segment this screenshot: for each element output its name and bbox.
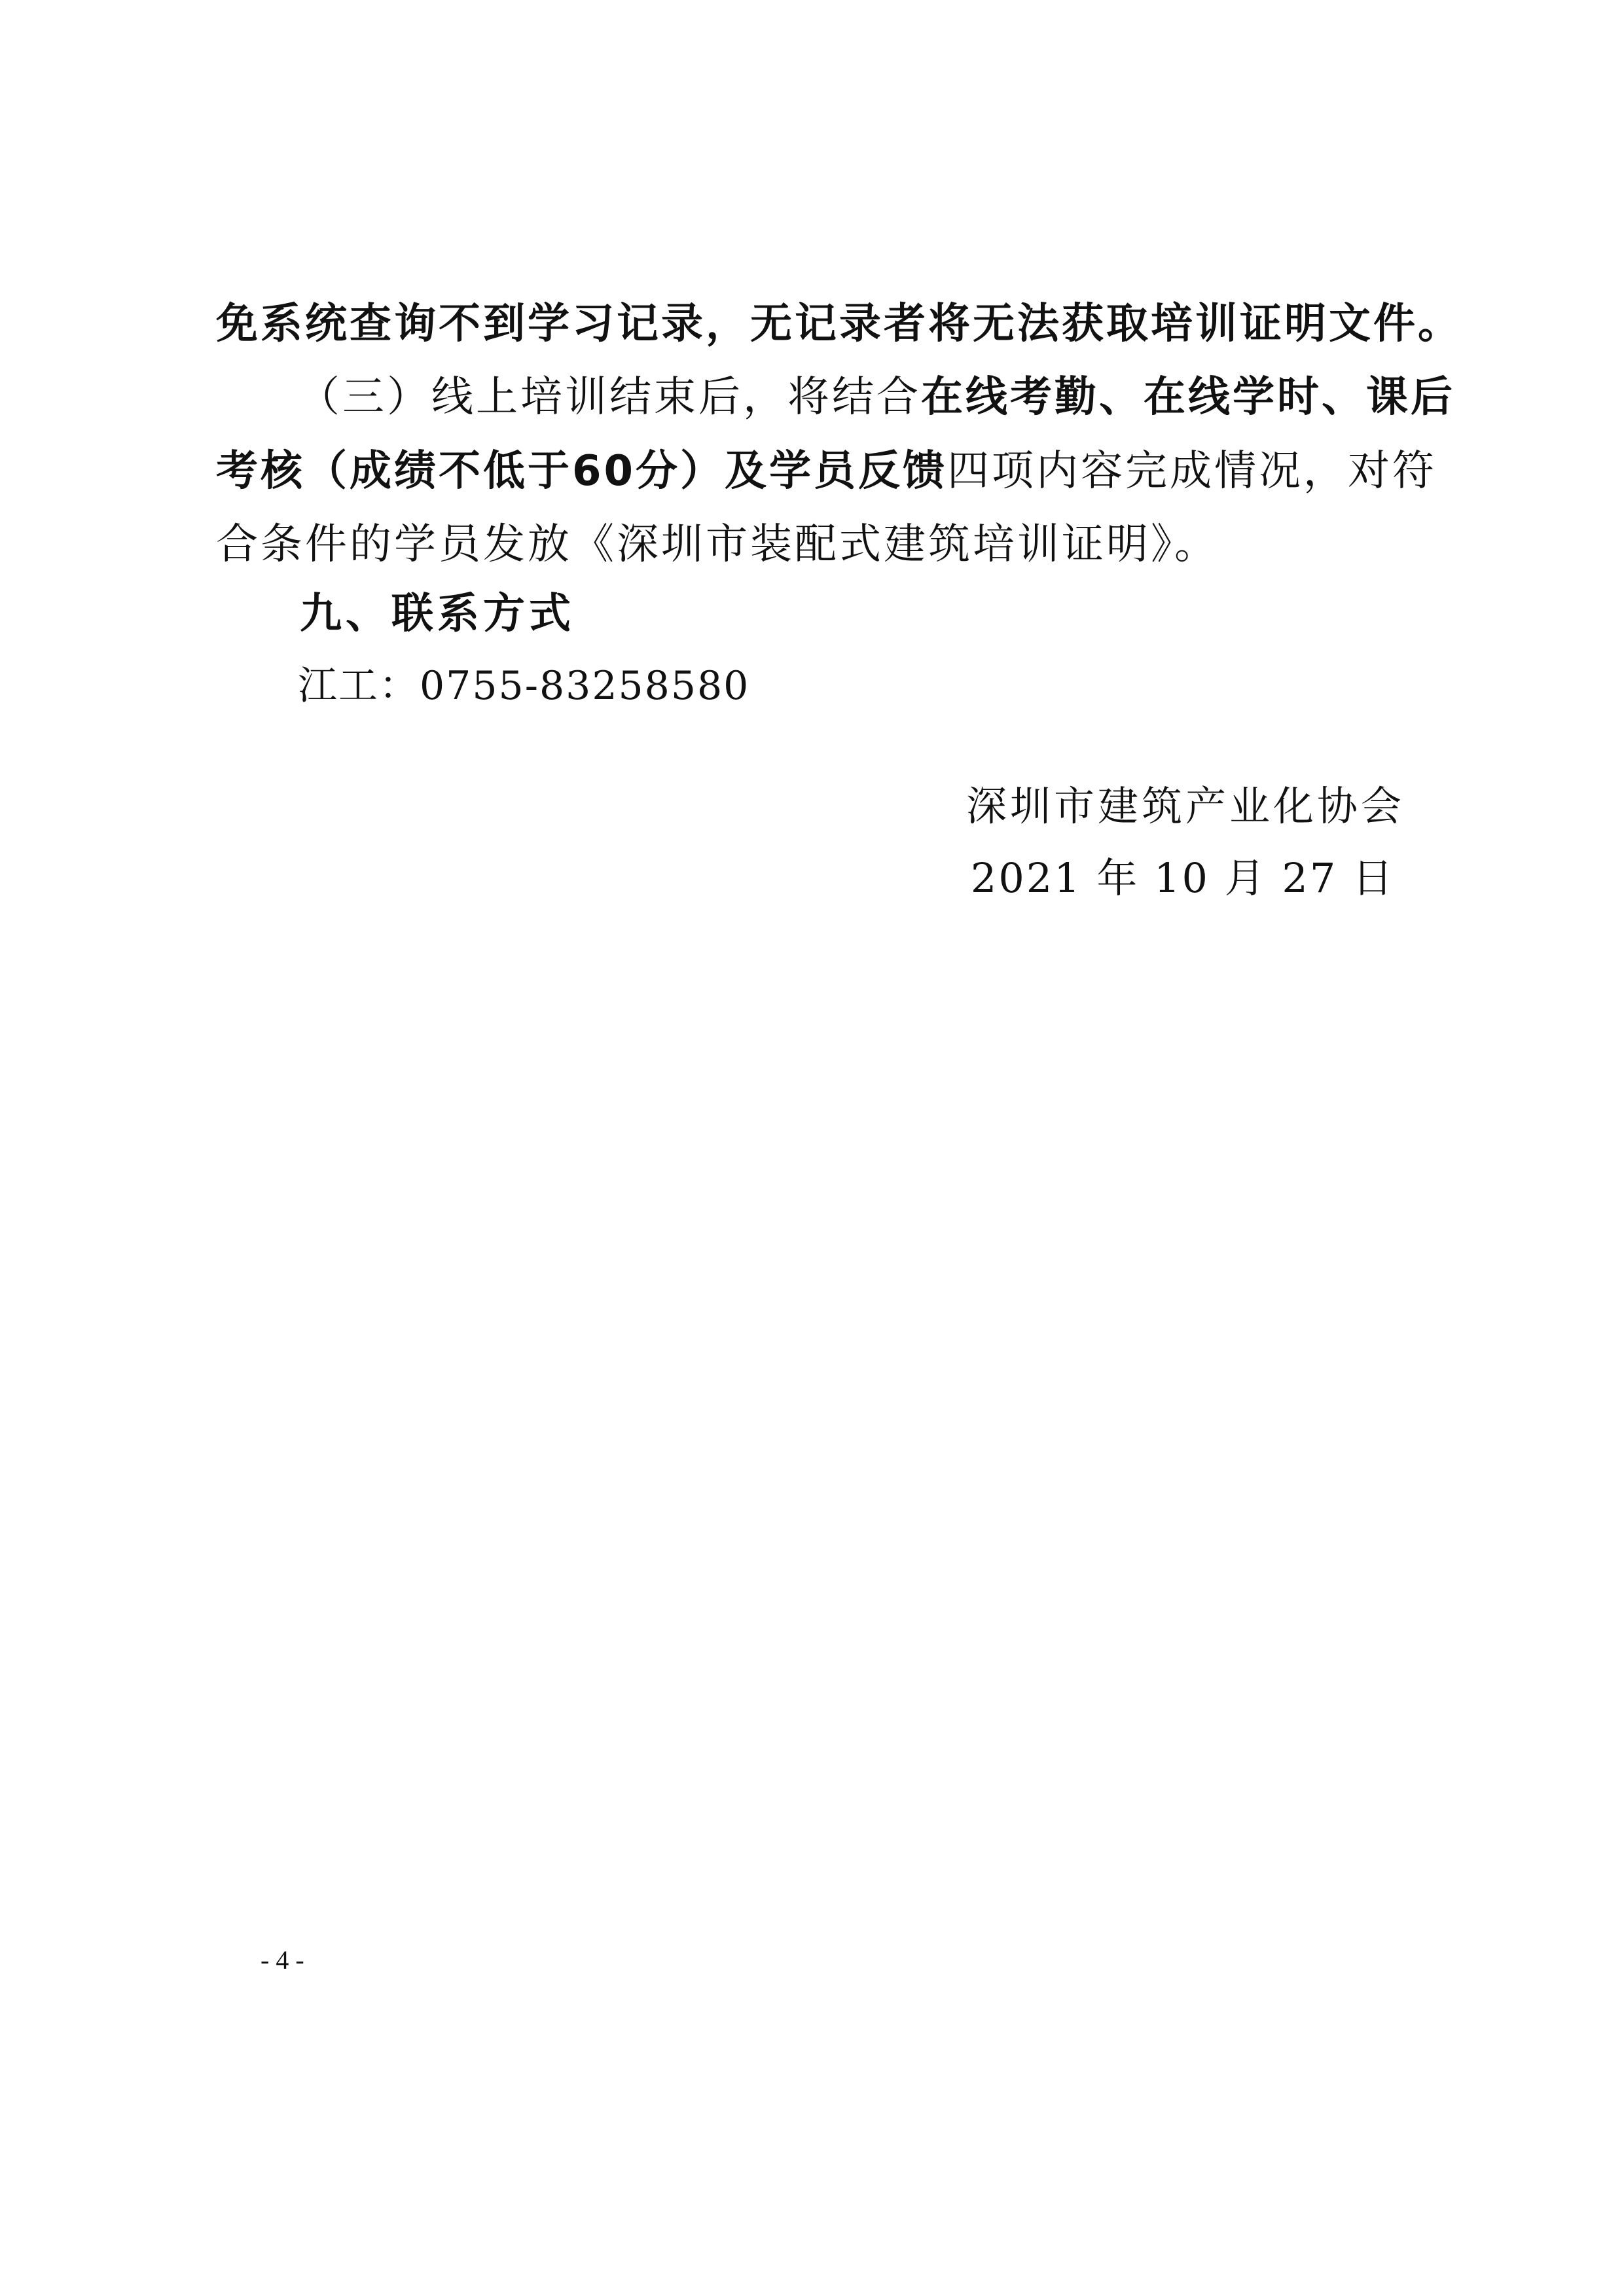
paragraph-line-2 <box>298 371 1455 423</box>
paragraph-line-3 <box>216 445 1437 497</box>
bold-text-learning-record: 免系统查询不到学习记录，无记录者将无法获取培训证明文件。 <box>216 300 1462 348</box>
bold-text-assessment-feedback: 考核（成绩不低于60分）及学员反馈 <box>216 447 948 495</box>
section-heading-contact: 九、联系方式 <box>300 590 575 638</box>
contact-phone: 江工：0755-83258580 <box>298 663 750 709</box>
paragraph-line-1 <box>216 298 1462 350</box>
page-number: - 4 - <box>261 1945 304 1975</box>
signature-date: 2021 年 10 月 27 日 <box>970 854 1395 902</box>
normal-text-certificate: 合条件的学员发放《深圳市装配式建筑培训证明》。 <box>216 520 1219 569</box>
bold-text-attendance-hours: 在线考勤、在线学时、课后 <box>921 373 1455 422</box>
normal-text-training-end: （三）线上培训结束后，将结合 <box>298 373 921 422</box>
signature-organization: 深圳市建筑产业化协会 <box>965 782 1405 830</box>
normal-text-four-items: 四项内容完成情况，对符 <box>947 447 1437 495</box>
paragraph-line-4 <box>216 518 1219 571</box>
